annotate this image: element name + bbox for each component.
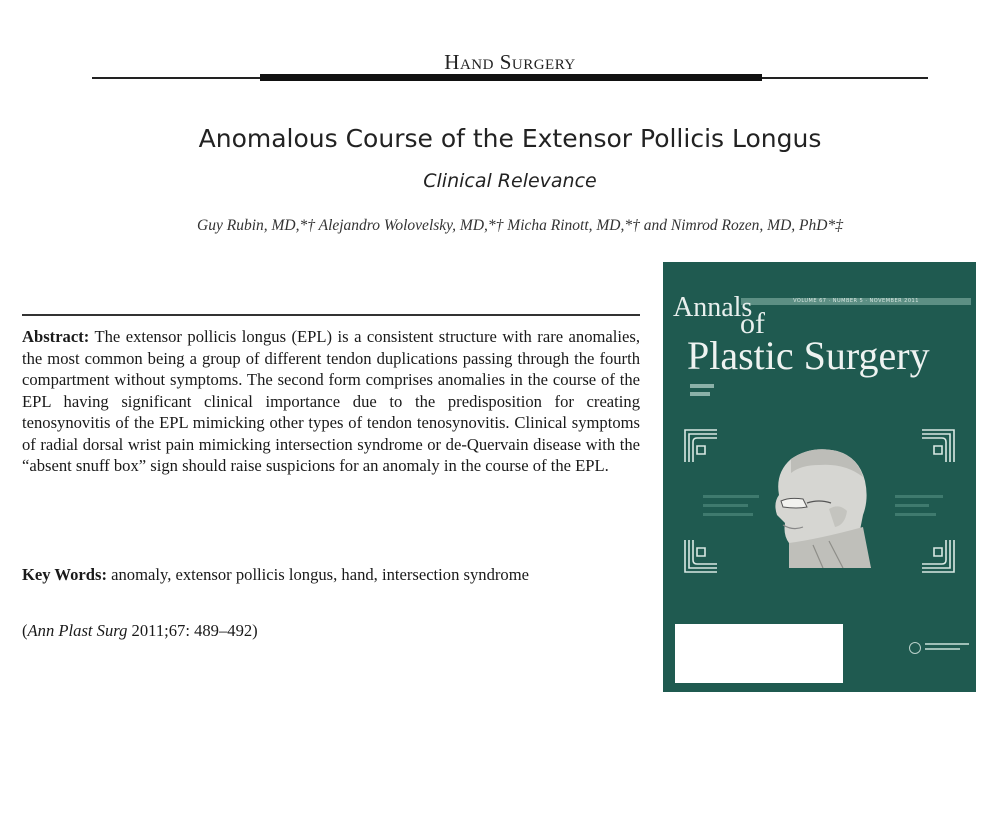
cover-title-of: of (740, 307, 765, 340)
cover-small-mark (690, 384, 714, 388)
journal-cover (663, 262, 976, 692)
section-header (92, 50, 928, 75)
keywords-label: Key Words: (22, 565, 107, 584)
cover-label-box (675, 624, 843, 683)
cover-caption-left (703, 495, 759, 522)
publisher-name (925, 643, 969, 653)
citation-details: 2011;67: 489–492) (127, 621, 258, 640)
abstract (22, 326, 640, 477)
keywords (22, 565, 582, 584)
publisher-logo-icon (909, 642, 921, 654)
abstract-label: Abstract: (22, 327, 90, 346)
cover-issue-text: VOLUME 67 · NUMBER 5 · NOVEMBER 2011 (793, 298, 919, 304)
article-authors: Guy Rubin, MD,*† Alejandro Wolovelsky, MD,*† Micha Rinott, MD,*† and Nimrod Rozen, MD, PhD*‡ (197, 217, 843, 234)
keywords-text: anomaly, extensor pollicis longus, hand, intersection syndrome (106, 565, 529, 584)
portrait-photo (759, 443, 883, 568)
cover-title-annals: Annals (673, 292, 753, 323)
ornament-bottom-left-icon (683, 538, 719, 574)
citation (22, 621, 258, 641)
ornament-top-left-icon (683, 428, 719, 464)
section-label: Hand Surgery (444, 50, 576, 74)
cover-title-plastic-surgery: Plastic Surgery (687, 333, 930, 378)
citation-open: ( (22, 621, 28, 640)
ornament-bottom-right-icon (920, 538, 956, 574)
abstract-rule (22, 314, 640, 316)
ornament-top-right-icon (920, 428, 956, 464)
cover-caption-right (895, 495, 943, 522)
article-subtitle: Clinical Relevance (423, 170, 597, 192)
header-rule-thick (260, 74, 762, 81)
article-title: Anomalous Course of the Extensor Pollicis Longus (198, 124, 822, 153)
cover-small-mark-2 (690, 392, 710, 396)
abstract-text: The extensor pollicis longus (EPL) is a consistent structure with rare anomalies, the most common being a group of different tendon duplications passing through the fourth compartment without symptoms. The second form comprises anomalies in the course of the EPL having significant clinical importance due to the predisposition for creating tenosynovitis of the EPL mimicking other types of tendon tenosynovitis. Clinical symptoms of radial dorsal wrist pain mimicking intersection syndrome or de-Quervain disease with the “absent snuff box” sign should raise suspicions for an anomaly in the course of the EPL. (22, 327, 640, 475)
citation-journal: Ann Plast Surg (27, 621, 128, 640)
